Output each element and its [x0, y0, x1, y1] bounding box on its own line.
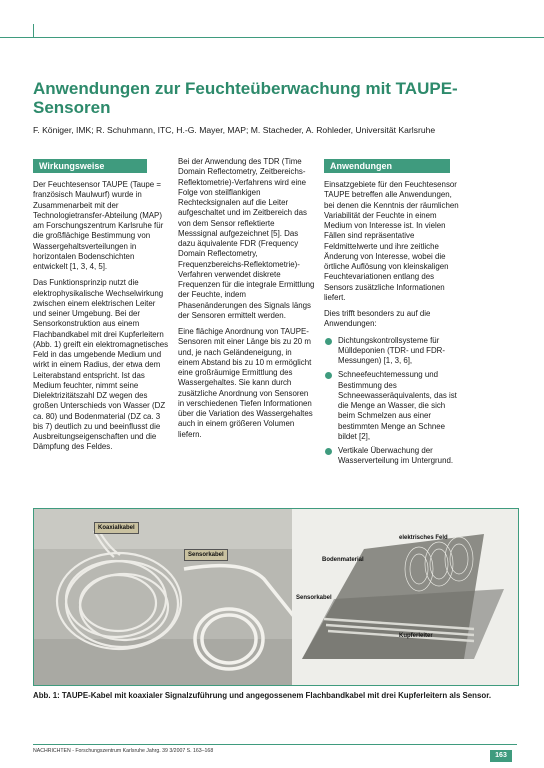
paragraph: Dies trifft besonders zu auf die Anwendungen: — [324, 309, 431, 329]
article-title: Anwendungen zur Feuchteüberwachung mit TAUPE-Sensoren — [33, 79, 458, 117]
paragraph: Eine flächige Anordnung von TAUPE-Sensoren mit einer Länge bis zu 20 m und, je nach Geländeneigung, in einem Abstand bis zu 10 m ermöglicht eine großräumige Ermittlung des Wassergehaltes. Sie kann durch zusätzliche Anordnung von Sensoren in verschiedenen Tiefen Informationen über die Variation des Wassergehaltes auch in einem größeren Volumen liefern. — [178, 327, 313, 439]
column-3 — [324, 159, 462, 471]
diagram-label-sensor: Sensorkabel — [296, 595, 332, 601]
photo-label-coaxial-cable: Koaxialkabel — [94, 522, 139, 534]
footer-rule — [33, 744, 517, 745]
cable-photo-illustration — [34, 509, 518, 685]
bullet-icon — [325, 338, 332, 345]
section-heading-wirkungsweise: Wirkungsweise — [33, 159, 147, 173]
photo-label-sensor-cable: Sensorkabel — [184, 549, 228, 561]
article-authors: F. Königer, IMK; R. Schuhmann, ITC, H.-G. Mayer, MAP; M. Stacheder, A. Rohleder, Universität Karlsruhe — [33, 125, 436, 135]
diagram-label-field: elektrisches Feld — [399, 535, 448, 541]
section-heading-anwendungen: Anwendungen — [324, 159, 450, 173]
diagram-label-soil: Bodenmaterial — [322, 557, 364, 563]
column-2 — [178, 157, 315, 446]
bullet-icon — [325, 372, 332, 379]
list-item: Schneefeuchtemessung und Bestimmung des Schneewasseräquivalents, das ist die Menge an Wasser, die sich beim Schmelzen aus einer bestimmten Menge an Schnee bildet [2], — [324, 370, 462, 442]
list-item: Dichtungskontrollsysteme für Mülldeponien (TDR- und FDR-Messungen) [1, 3, 6], — [324, 336, 462, 367]
column-1 — [33, 159, 169, 459]
application-list — [324, 336, 462, 467]
paragraph: Das Funktionsprinzip nutzt die elektrophysikalische Wechselwirkung zwischen einem elektrischen Leiter und seiner Umgebung. Bei der Sensorkonstruktion aus einem Flachbandkabel mit drei Kupferleitern (Abb. 1) greift ein elektromagnetisches Feld in das umgebende Medium und wirkt in einem Radius, der etwa dem Leiterabstand entspricht. Ist das Medium feuchter, nimmt seine Dielektrizitätszahl DZ wegen des großen Unterschieds von Wasser (DZ ca. 80) und Bodenmaterial (DZ ca. 3 bis 7) deutlich zu und beeinflusst die Ausbreitungseigenschaften und die Dämpfung des Feldes. — [33, 278, 169, 452]
footer-source: NACHRICHTEN - Forschungszentrum Karlsruhe Jahrg. 39 3/2007 S. 163–168 — [33, 748, 214, 754]
figure-1 — [33, 508, 519, 686]
bullet-icon — [325, 448, 332, 455]
figure-caption: Abb. 1: TAUPE-Kabel mit koaxialer Signalzuführung und angegossenem Flachbandkabel mit drei Kupferleitern als Sensor. — [33, 691, 492, 700]
header-mark — [33, 24, 34, 37]
paragraph: Einsatzgebiete für den Feuchtesensor TAUPE betreffen alle Anwendungen, bei denen die Kenntnis der räumlichen Variabilität der Feuchte in einem Medium von Interesse ist. In vielen Fällen sind repräsentative Feldmittelwerte und ihre zeitliche Änderung von Interesse, wobei die örtliche Auflösung von kleinskaligen Feuchtevariationen entlang des Sensors zusätzliche Informationen liefert. — [324, 180, 459, 302]
paragraph: Der Feuchtesensor TAUPE (Taupe = französisch Maulwurf) wurde in Zusammenarbeit mit der Technologietransfer-Abteilung (MAP) am Forschungszentrum Karlsruhe für die großflächige Bestimmung von Wassergehaltsverteilungen in horizontalen Bodenschichten entwickelt [1, 3, 4, 5]. — [33, 180, 164, 271]
paragraph: Bei der Anwendung des TDR (Time Domain Reflectometry, Zeitbereichs-Reflektometrie)-Verfahrens wird eine Folge von steilflankigen Rechtecksignalen auf die Leiter aufgeschaltet und im Zeitbereich das von dem Sensor reflektierte Messsignal aufgezeichnet [5]. Das dazu äquivalente FDR (Frequency Domain Reflectometry, Frequenzbereichs-Reflektometrie)-Verfahren verwendet diskrete Frequenzen für die integrale Ermittlung der Feuchte, indem Phasenänderungen des Signals längs der Sensoren ermittelt werden. — [178, 157, 315, 320]
header-rule — [0, 37, 544, 38]
page-number: 163 — [490, 750, 512, 762]
list-item: Vertikale Überwachung der Wasserverteilung im Untergrund. — [324, 446, 462, 467]
diagram-label-copper: Kupferleiter — [399, 633, 433, 639]
